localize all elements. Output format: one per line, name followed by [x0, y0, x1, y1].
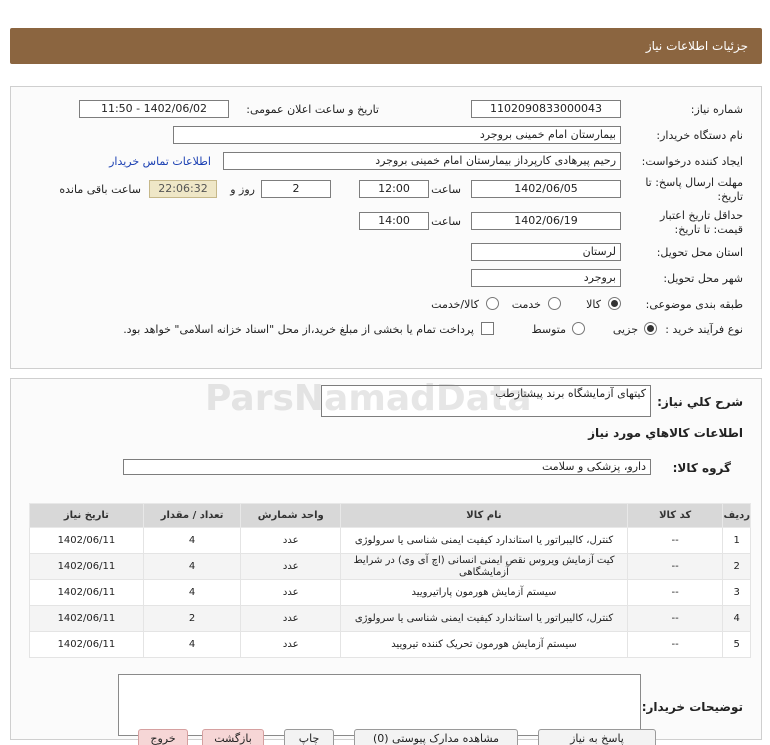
item-qty: 4	[143, 580, 241, 606]
remaining-label: ساعت باقی مانده	[59, 183, 141, 196]
remaining-time: 22:06:32	[149, 180, 217, 198]
process-medium-label: متوسط	[531, 323, 566, 336]
treasury-checkbox[interactable]	[481, 322, 494, 335]
table-row	[30, 632, 751, 658]
deadline-time-label: ساعت	[431, 183, 461, 196]
row-number: 3	[723, 580, 751, 606]
action-bar	[0, 729, 770, 745]
table-row	[30, 580, 751, 606]
general-desc-label: شرح کلي نياز:	[657, 395, 743, 409]
requester-field: رحیم پیرهادی کارپرداز بیمارستان امام خمینی بروجرد	[223, 152, 621, 170]
view-docs-button[interactable]: مشاهده مدارک پیوستی (0)	[354, 729, 518, 745]
process-minor-radio[interactable]	[644, 322, 657, 335]
back-button[interactable]: بازگشت	[202, 729, 264, 745]
row-number: 4	[723, 606, 751, 632]
process-minor-label: جزیی	[612, 323, 638, 336]
page-title: جزئیات اطلاعات نیاز	[645, 39, 748, 53]
col-name: نام کالا	[341, 504, 628, 528]
deadline-days-label: روز و	[230, 183, 255, 196]
item-qty: 4	[143, 554, 241, 580]
city-field: بروجرد	[471, 269, 621, 287]
item-code: --	[627, 606, 723, 632]
row-number: 1	[723, 528, 751, 554]
deadline-days-field: 2	[261, 180, 331, 198]
table-row	[30, 528, 751, 554]
col-unit: واحد شمارش	[241, 504, 341, 528]
item-unit: عدد	[241, 606, 341, 632]
announce-date-field: 1402/06/02 - 11:50	[79, 100, 229, 118]
item-code: --	[627, 528, 723, 554]
goods-group-field: دارو، پزشکی و سلامت	[123, 459, 651, 475]
details-panel	[10, 378, 762, 740]
item-date: 1402/06/11	[30, 580, 144, 606]
validity-label-2: قیمت: تا تاریخ:	[674, 223, 743, 236]
category-service-radio[interactable]	[548, 297, 561, 310]
city-label: شهر محل تحویل:	[663, 272, 743, 285]
requester-label: ایجاد کننده درخواست:	[641, 155, 743, 168]
table-row	[30, 554, 751, 580]
deadline-label-2: تاریخ:	[717, 190, 743, 203]
need-info-panel	[10, 86, 762, 369]
page-header	[10, 28, 762, 64]
row-number: 5	[723, 632, 751, 658]
need-number-field: 1102090833000043	[471, 100, 621, 118]
item-qty: 2	[143, 606, 241, 632]
item-date: 1402/06/11	[30, 632, 144, 658]
item-name: سیستم آزمایش هورمون پاراتیرویید	[341, 580, 628, 606]
category-goods-label: کالا	[586, 298, 601, 311]
table-row	[30, 606, 751, 632]
validity-date-field: 1402/06/19	[471, 212, 621, 230]
buyer-org-label: نام دستگاه خریدار:	[656, 129, 743, 142]
need-number-label: شماره نیاز:	[690, 103, 743, 116]
item-code: --	[627, 554, 723, 580]
province-label: استان محل تحویل:	[656, 246, 743, 259]
item-qty: 4	[143, 632, 241, 658]
category-both-label: کالا/خدمت	[431, 298, 479, 311]
item-date: 1402/06/11	[30, 528, 144, 554]
col-row: ردیف	[723, 504, 751, 528]
deadline-date-field: 1402/06/05	[471, 180, 621, 198]
buyer-notes-label: توضیحات خریدار:	[641, 700, 743, 714]
col-date: تاریخ نیاز	[30, 504, 144, 528]
treasury-note: پرداخت تمام یا بخشی از مبلغ خرید،از محل "اسناد خزانه اسلامی" خواهد بود.	[123, 323, 474, 336]
row-number: 2	[723, 554, 751, 580]
validity-time-label: ساعت	[431, 215, 461, 228]
general-desc-field: کیتهای آزمایشگاه برند پیشتازطب	[321, 385, 651, 417]
process-medium-radio[interactable]	[572, 322, 585, 335]
item-unit: عدد	[241, 528, 341, 554]
item-unit: عدد	[241, 632, 341, 658]
goods-group-label: گروه کالا:	[672, 461, 731, 475]
item-name: کنترل، کالیبراتور یا استاندارد کیفیت ایمنی شناسی یا سرولوژی	[341, 528, 628, 554]
buyer-org-field: بیمارستان امام خمینی بروجرد	[173, 126, 621, 144]
watermark-brand: ParsNamadData	[205, 378, 532, 419]
item-name: سیستم آزمایش هورمون تحریک کننده تیرویید	[341, 632, 628, 658]
print-button[interactable]: چاپ	[284, 729, 334, 745]
item-name: کنترل، کالیبراتور یا استاندارد کیفیت ایمنی شناسی یا سرولوژی	[341, 606, 628, 632]
buyer-contact-link[interactable]: اطلاعات تماس خریدار	[109, 155, 211, 168]
item-unit: عدد	[241, 580, 341, 606]
announce-date-label: تاریخ و ساعت اعلان عمومی:	[246, 103, 379, 116]
category-service-label: خدمت	[511, 298, 541, 311]
deadline-time-field: 12:00	[359, 180, 429, 198]
item-date: 1402/06/11	[30, 554, 144, 580]
col-code: کد کالا	[627, 504, 723, 528]
process-label: نوع فرآیند خرید :	[665, 323, 743, 336]
item-unit: عدد	[241, 554, 341, 580]
item-code: --	[627, 632, 723, 658]
category-both-radio[interactable]	[486, 297, 499, 310]
item-code: --	[627, 580, 723, 606]
exit-button[interactable]: خروج	[138, 729, 188, 745]
deadline-label-1: مهلت ارسال پاسخ: تا	[645, 176, 743, 189]
goods-info-title: اطلاعات کالاهاي مورد نياز	[588, 426, 743, 440]
item-qty: 4	[143, 528, 241, 554]
col-qty: تعداد / مقدار	[143, 504, 241, 528]
validity-label-1: حداقل تاریخ اعتبار	[659, 209, 743, 222]
reply-button[interactable]: پاسخ به نیاز	[538, 729, 656, 745]
item-name: کیت آزمایش ویروس نقص ایمنی انسانی (اچ آی وی) در شرایط آزمایشگاهی	[341, 554, 628, 580]
category-label: طبقه بندی موضوعی:	[645, 298, 743, 311]
validity-time-field: 14:00	[359, 212, 429, 230]
buyer-notes-field	[118, 674, 641, 736]
table-header-row	[30, 504, 751, 528]
province-field: لرستان	[471, 243, 621, 261]
goods-table	[29, 503, 751, 658]
item-date: 1402/06/11	[30, 606, 144, 632]
category-goods-radio[interactable]	[608, 297, 621, 310]
